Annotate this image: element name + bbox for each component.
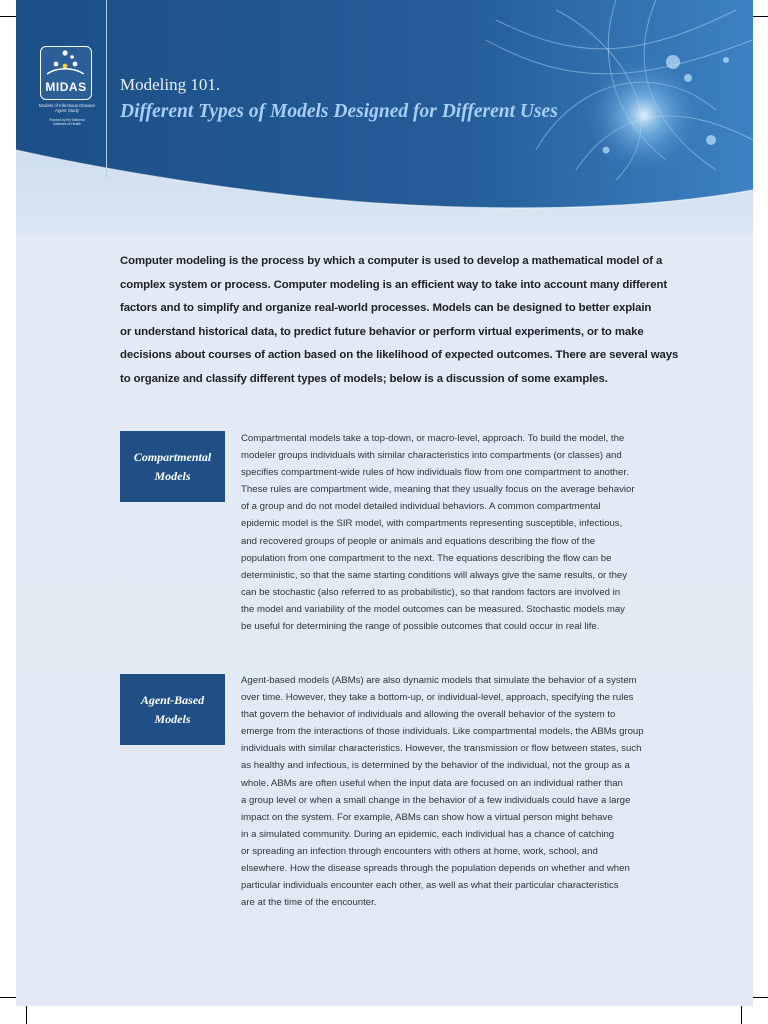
body-line: of a group and do not model detailed individual behaviors. A common compartmental	[241, 501, 601, 513]
body-line: epidemic model is the SIR model, with compartments representing susceptible, infectious,	[241, 518, 623, 530]
body-line: the model and variability of the model outcomes can be measured. Stochastic models may	[241, 603, 625, 615]
section-label-agent-based	[120, 674, 225, 745]
body-line: impact on the system. For example, ABMs can show how a virtual person might behave	[241, 811, 613, 823]
body-line: modeler groups individuals with similar characteristics into compartments (or classes) and	[241, 450, 622, 462]
body-line: and recovered groups of people or animals and equations describing the flow of the	[241, 535, 596, 547]
body-line: be useful for determining the range of possible outcomes that could occur in real life.	[241, 621, 600, 633]
header-divider	[106, 0, 107, 178]
section-label-line: Agent-Based	[140, 692, 205, 707]
section-label-compartmental	[120, 431, 225, 502]
body-line: particular individuals encounter each other, as well as what their particular characteristics	[241, 880, 619, 892]
document-page	[16, 0, 753, 1006]
logo-funder: Funded by the National Institutes of Health	[49, 118, 85, 127]
body-line: elsewhere. How the disease spreads through the population depends on whether and when	[241, 863, 630, 875]
intro-line: complex system or process. Computer modeling is an efficient way to take into account many different	[120, 278, 668, 291]
body-line: can be stochastic (also referred to as probabilistic), so that random factors are involved in	[241, 586, 621, 598]
body-line: or spreading an infection through encounters with others at home, work, school, and	[241, 845, 598, 857]
logo-figures-icon	[41, 47, 90, 77]
section-text-agent-based	[241, 672, 701, 911]
body-line: as healthy and infectious, is determined by the behavior of the individual, not the group as a	[241, 760, 630, 772]
section-label-line: Compartmental	[133, 449, 212, 464]
logo-wordmark: MIDAS	[45, 80, 87, 94]
intro-line: to organize and classify different types of models; below is a discussion of some examples.	[120, 372, 608, 385]
crop-mark	[741, 1006, 742, 1024]
crop-mark	[26, 1006, 27, 1024]
body-line: whole. ABMs are often useful when the input data are focused on an individual rather than	[241, 777, 623, 789]
body-line: a group level or when a small change in the behavior of a few individuals could have a large	[241, 794, 631, 806]
section-label-line: Models	[154, 711, 191, 726]
body-line: individuals with similar characteristics. However, the transmission or flow between states, such	[241, 743, 642, 755]
body-line: deterministic, so that the same starting conditions will always give the same results, or they	[241, 569, 628, 581]
body-line: are at the time of the encounter.	[241, 897, 377, 909]
body-line: Compartmental models take a top-down, or macro-level, approach. To build the model, the	[241, 433, 625, 444]
section-label-line: Models	[154, 468, 191, 483]
midas-logo	[40, 46, 92, 100]
body-line: specifies compartment-wide rules of how individuals flow from one compartment to another.	[241, 467, 629, 479]
body-line: in a simulated community. During an epidemic, each individual has a chance of catching	[241, 828, 615, 840]
intro-line: decisions about courses of action based on the likelihood of expected outcomes. There are several ways	[120, 349, 679, 362]
body-line: emerge from the interactions of those individuals. Like compartmental models, the ABMs group	[241, 726, 644, 738]
body-line: These rules are compartment wide, meaning that they usually focus on the average behavior	[241, 484, 635, 496]
intro-line: Computer modeling is the process by which a computer is used to develop a mathematical model of a	[120, 255, 663, 267]
body-line: Agent-based models (ABMs) are also dynamic models that simulate the behavior of a system	[241, 675, 637, 686]
logo-subtitle: Models of Infectious Disease Agent Study	[38, 103, 96, 114]
intro-paragraph	[120, 250, 690, 392]
section-text-compartmental	[241, 430, 701, 635]
intro-line: factors and to simplify and organize real-world processes. Models can be designed to better explain	[120, 302, 652, 315]
body-line: that govern the behavior of individuals and allowing the overall behavior of the system to	[241, 709, 616, 721]
intro-line: or understand historical data, to predict future behavior or perform virtual experiments, or to make	[120, 325, 644, 338]
body-line: population from one compartment to the next. The equations describing the flow can be	[241, 552, 612, 564]
page-header	[16, 0, 753, 235]
page-title: Different Types of Models Designed for Different Uses	[120, 101, 558, 122]
body-line: over time. However, they take a bottom-up, or individual-level, approach, specifying the rules	[241, 692, 634, 704]
page-kicker: Modeling 101.	[120, 75, 221, 94]
